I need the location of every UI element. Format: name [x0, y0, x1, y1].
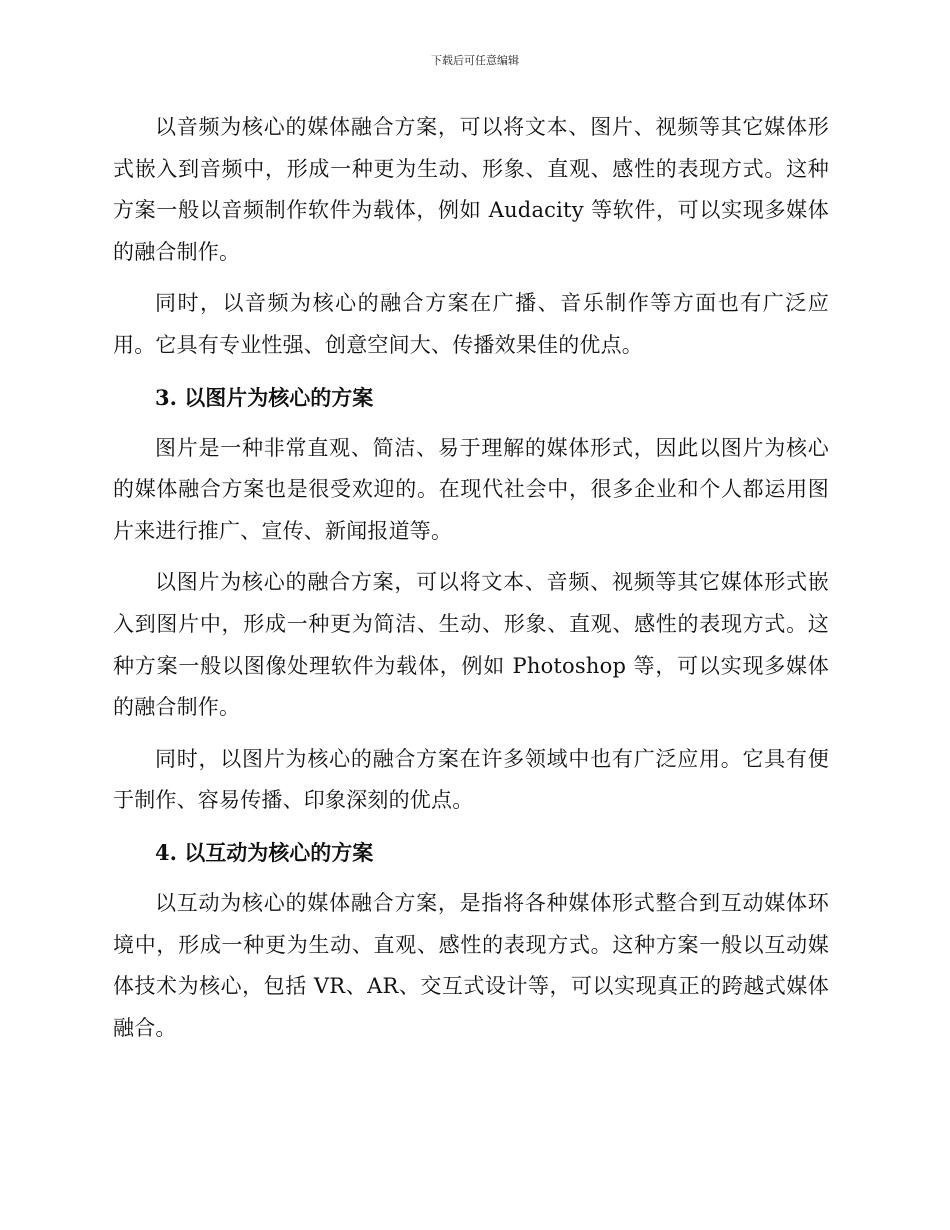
- document-body: [113, 107, 829, 1059]
- paragraph-image-applications: 同时，以图片为核心的融合方案在许多领域中也有广泛应用。它具有便于制作、容易传播、印象深刻的优点。: [113, 746, 829, 813]
- paragraph-audio-fusion: 以音频为核心的媒体融合方案，可以将文本、图片、视频等其它媒体形式嵌入到音频中，形成一种更为生动、形象、直观、感性的表现方式。这种方案一般以音频制作软件为载体，例如 Audacity 等软件，可以实现多媒体的融合制作。: [113, 115, 829, 264]
- paragraph-interactive-fusion: 以互动为核心的媒体融合方案，是指将各种媒体形式整合到互动媒体环境中，形成一种更为生动、直观、感性的表现方式。这种方案一般以互动媒体技术为核心，包括 VR、AR、交互式设计等，可以实现真正的跨越式媒体融合。: [113, 890, 829, 1040]
- paragraph-image-intro: 图片是一种非常直观、简洁、易于理解的媒体形式，因此以图片为核心的媒体融合方案也是很受欢迎的。在现代社会中，很多企业和个人都运用图片来进行推广、宣传、新闻报道等。: [113, 435, 829, 543]
- paragraph-audio-applications: 同时，以音频为核心的融合方案在广播、音乐制作等方面也有广泛应用。它具有专业性强、创意空间大、传播效果佳的优点。: [113, 291, 829, 357]
- heading-interactive-solution: 4. 以互动为核心的方案: [155, 839, 374, 865]
- paragraph-image-fusion: 以图片为核心的融合方案，可以将文本、音频、视频等其它媒体形式嵌入到图片中，形成一种更为简洁、生动、形象、直观、感性的表现方式。这种方案一般以图像处理软件为载体，例如 Photoshop 等，可以实现多媒体的融合制作。: [113, 570, 829, 720]
- heading-image-solution: 3. 以图片为核心的方案: [155, 384, 374, 410]
- page-header: 下载后可任意编辑: [431, 54, 519, 67]
